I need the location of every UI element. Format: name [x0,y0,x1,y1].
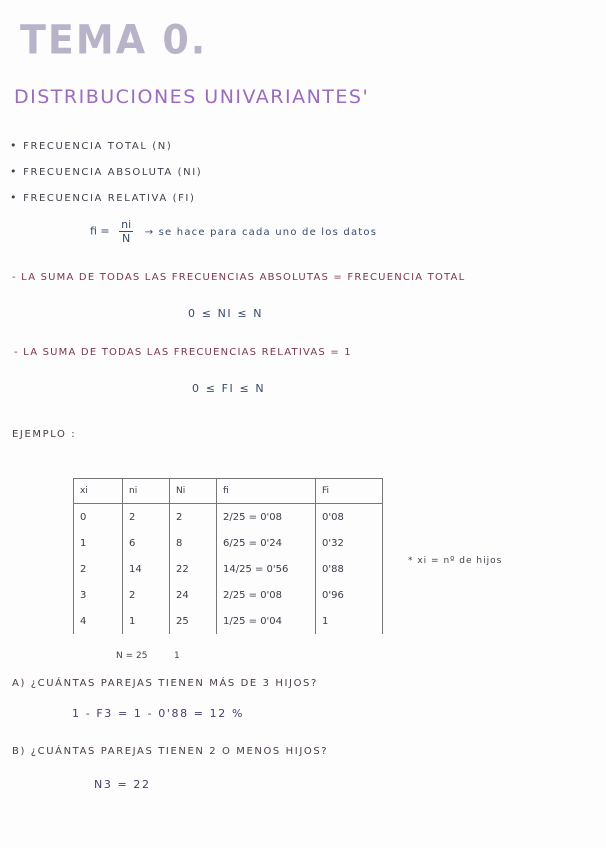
cell-Ni: 24 [170,582,217,608]
example-label: EJEMPLO : [12,429,77,440]
formula-fraction [119,218,133,245]
question-b: B) ¿CUÁNTAS PAREJAS TIENEN 2 O MENOS HIJOS? [12,746,329,757]
formula-denominator: N [122,232,131,245]
cell-ni: 14 [123,556,170,582]
rule-absolute-sum: - LA SUMA DE TODAS LAS FRECUENCIAS ABSOLUTAS = FRECUENCIA TOTAL [12,272,466,283]
header-xi: xi [74,479,123,504]
bullet-absolute-frequency: • FRECUENCIA ABSOLUTA (NI) [10,165,202,178]
cell-fi: 1/25 = 0'04 [217,608,316,634]
answer-a: 1 - F3 = 1 - 0'88 = 12 % [72,707,245,720]
rule-relative-sum: - LA SUMA DE TODAS LAS FRECUENCIAS RELATIVAS = 1 [14,347,352,358]
table-total-n: N = 25 [116,651,148,661]
cell-fi: 2/25 = 0'08 [217,582,316,608]
answer-b: N3 = 22 [94,778,151,791]
cell-Ni: 22 [170,556,217,582]
header-Ni: Ni [170,479,217,504]
page-title: TEMA 0. [20,16,208,64]
table-row [74,530,383,556]
inequality-relative: 0 ≤ FI ≤ N [192,382,266,395]
cell-xi: 4 [74,608,123,634]
section-heading: DISTRIBUCIONES UNIVARIANTES' [14,86,370,108]
cell-xi: 3 [74,582,123,608]
cell-ni: 2 [123,504,170,531]
cell-ni: 1 [123,608,170,634]
bullet-relative-frequency: • FRECUENCIA RELATIVA (FI) [10,191,195,204]
cell-Fi: 1 [316,608,383,634]
formula-numerator: ni [121,218,132,231]
cell-Ni: 25 [170,608,217,634]
cell-Fi: 0'08 [316,504,383,531]
side-note: * xi = nº de hijos [408,556,503,566]
table-row [74,504,383,531]
table-row [74,582,383,608]
header-fi: fi [217,479,316,504]
bullet-total-frequency: • FRECUENCIA TOTAL (N) [10,139,172,152]
header-ni: ni [123,479,170,504]
cell-ni: 6 [123,530,170,556]
cell-xi: 2 [74,556,123,582]
table-header-row [74,479,383,504]
cell-fi: 6/25 = 0'24 [217,530,316,556]
cell-ni: 2 [123,582,170,608]
cell-Fi: 0'88 [316,556,383,582]
cell-Fi: 0'32 [316,530,383,556]
cell-fi: 14/25 = 0'56 [217,556,316,582]
formula-note: → se hace para cada uno de los datos [144,226,378,238]
table-total-f: 1 [174,651,180,661]
cell-xi: 1 [74,530,123,556]
formula-lhs: fi = [90,224,110,238]
cell-Fi: 0'96 [316,582,383,608]
cell-fi: 2/25 = 0'08 [217,504,316,531]
table-row [74,608,383,634]
inequality-absolute: 0 ≤ NI ≤ N [188,307,264,320]
cell-Ni: 8 [170,530,217,556]
relative-frequency-formula [90,218,377,245]
frequency-table [73,478,383,634]
table-row [74,556,383,582]
question-a: A) ¿CUÁNTAS PAREJAS TIENEN MÁS DE 3 HIJOS? [12,678,318,689]
cell-xi: 0 [74,504,123,531]
header-Fi: Fi [316,479,383,504]
cell-Ni: 2 [170,504,217,531]
